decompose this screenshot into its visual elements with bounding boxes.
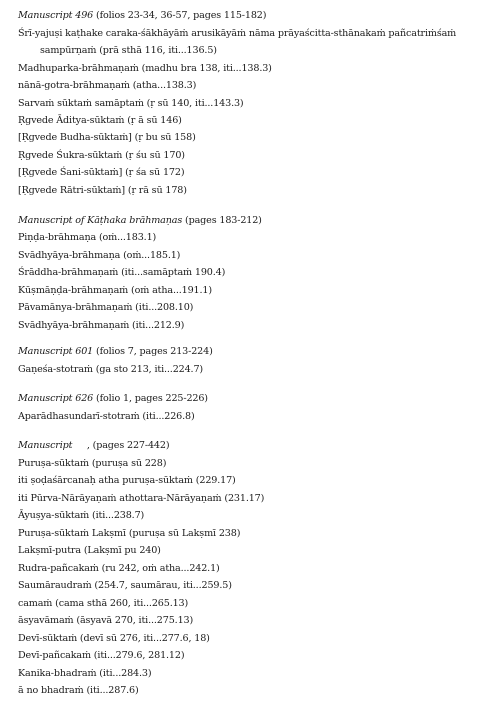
entry-line: [Ṛgvede Rātri-sūktaṁ] (ṛ rā sū 178) bbox=[18, 185, 187, 196]
heading-detail: (folio 1, pages 225-226) bbox=[93, 393, 208, 404]
heading-title: Manuscript of Kāṭhaka brāhmaṇas bbox=[18, 215, 183, 226]
section-heading bbox=[18, 393, 208, 405]
entry-line: Devī-sūktaṁ (devī sū 276, iti...277.6, 18) bbox=[18, 633, 210, 644]
entry-line: Svādhyāya-brāhmaṇaṁ (iti...212.9) bbox=[18, 320, 185, 331]
entry-line: Piṇḍa-brāhmaṇa (oṁ...183.1) bbox=[18, 232, 157, 243]
entry-line: Kanika-bhadraṁ (iti...284.3) bbox=[18, 668, 152, 679]
entry-line: nānā-gotra-brāhmaṇaṁ (atha...138.3) bbox=[18, 80, 197, 91]
heading-title: Manuscript 601 bbox=[18, 346, 94, 357]
heading-title: Manuscript 496 bbox=[18, 10, 94, 21]
entry-line: Śrāddha-brāhmaṇaṁ (iti...samāptaṁ 190.4) bbox=[18, 267, 226, 278]
entry-line: āsyavāmaṁ (āsyavā 270, iti...275.13) bbox=[18, 615, 194, 626]
entry-line: Kūṣmāṇḍa-brāhmaṇaṁ (oṁ atha...191.1) bbox=[18, 285, 212, 296]
section-heading bbox=[18, 346, 213, 358]
entry-line: Āyuṣya-sūktaṁ (iti...238.7) bbox=[18, 510, 145, 521]
section-heading bbox=[18, 215, 262, 227]
entry-line: Pāvamānya-brāhmaṇaṁ (iti...208.10) bbox=[18, 302, 194, 313]
entry-line: iti ṣoḍaśārcanaḥ atha puruṣa-sūktaṁ (229.17) bbox=[18, 475, 236, 486]
section-heading bbox=[18, 440, 169, 452]
entry-line: Lakṣmī-putra (Lakṣmī pu 240) bbox=[18, 545, 161, 556]
heading-detail: , (pages 227-442) bbox=[72, 440, 170, 451]
entry-line: Sarvaṁ sūktaṁ samāptaṁ (ṛ sū 140, iti...143.3) bbox=[18, 98, 244, 109]
entry-line: Aparādhasundarī-stotraṁ (iti...226.8) bbox=[18, 411, 195, 422]
entry-line: Puruṣa-sūktaṁ Lakṣmī (puruṣa sū Lakṣmī 238) bbox=[18, 528, 241, 539]
entry-line: Madhuparka-brāhmaṇaṁ (madhu bra 138, iti...138.3) bbox=[18, 63, 272, 74]
entry-line: iti Pūrva-Nārāyaṇaṁ athottara-Nārāyaṇaṁ (231.17) bbox=[18, 493, 265, 504]
heading-detail: (pages 183-212) bbox=[182, 215, 262, 226]
heading-detail: (folios 7, pages 213-224) bbox=[93, 346, 213, 357]
entry-line: Rudra-pañcakaṁ (ru 242, oṁ atha...242.1) bbox=[18, 563, 220, 574]
heading-detail: (folios 23-34, 36-57, pages 115-182) bbox=[93, 10, 267, 21]
section-heading bbox=[18, 10, 266, 22]
entry-line: Svādhyāya-brāhmaṇa (oṁ...185.1) bbox=[18, 250, 181, 261]
entry-line: Devī-pañcakaṁ (iti...279.6, 281.12) bbox=[18, 650, 185, 661]
entry-line: Śrī-yajuṣi kaṭhake caraka-śākhāyāṁ arusikāyāṁ nāma prāyaścitta-sthānakaṁ pañcatriṁśaṁ bbox=[18, 28, 457, 39]
entry-line: [Ṛgvede Śani-sūktaṁ] (ṛ śa sū 172) bbox=[18, 167, 185, 178]
entry-line: sampūrṇaṁ (prā sthā 116, iti...136.5) bbox=[40, 45, 217, 56]
entry-line: Saumāraudraṁ (254.7, saumārau, iti...259.5) bbox=[18, 580, 232, 591]
entry-line: [Ṛgvede Budha-sūktaṁ] (ṛ bu sū 158) bbox=[18, 132, 196, 143]
entry-line: Ṛgvede Śukra-sūktaṁ (ṛ śu sū 170) bbox=[18, 150, 185, 161]
entry-line: camaṁ (cama sthā 260, iti...265.13) bbox=[18, 598, 189, 609]
entry-line: Gaṇeśa-stotraṁ (ga sto 213, iti...224.7) bbox=[18, 364, 204, 375]
entry-line: Puruṣa-sūktaṁ (puruṣa sū 228) bbox=[18, 458, 167, 469]
entry-line: Ṛgvede Āditya-sūktaṁ (ṛ ā sū 146) bbox=[18, 115, 182, 126]
heading-title: Manuscript bbox=[18, 440, 73, 451]
heading-title: Manuscript 626 bbox=[18, 393, 94, 404]
entry-line: ā no bhadraṁ (iti...287.6) bbox=[18, 685, 139, 696]
